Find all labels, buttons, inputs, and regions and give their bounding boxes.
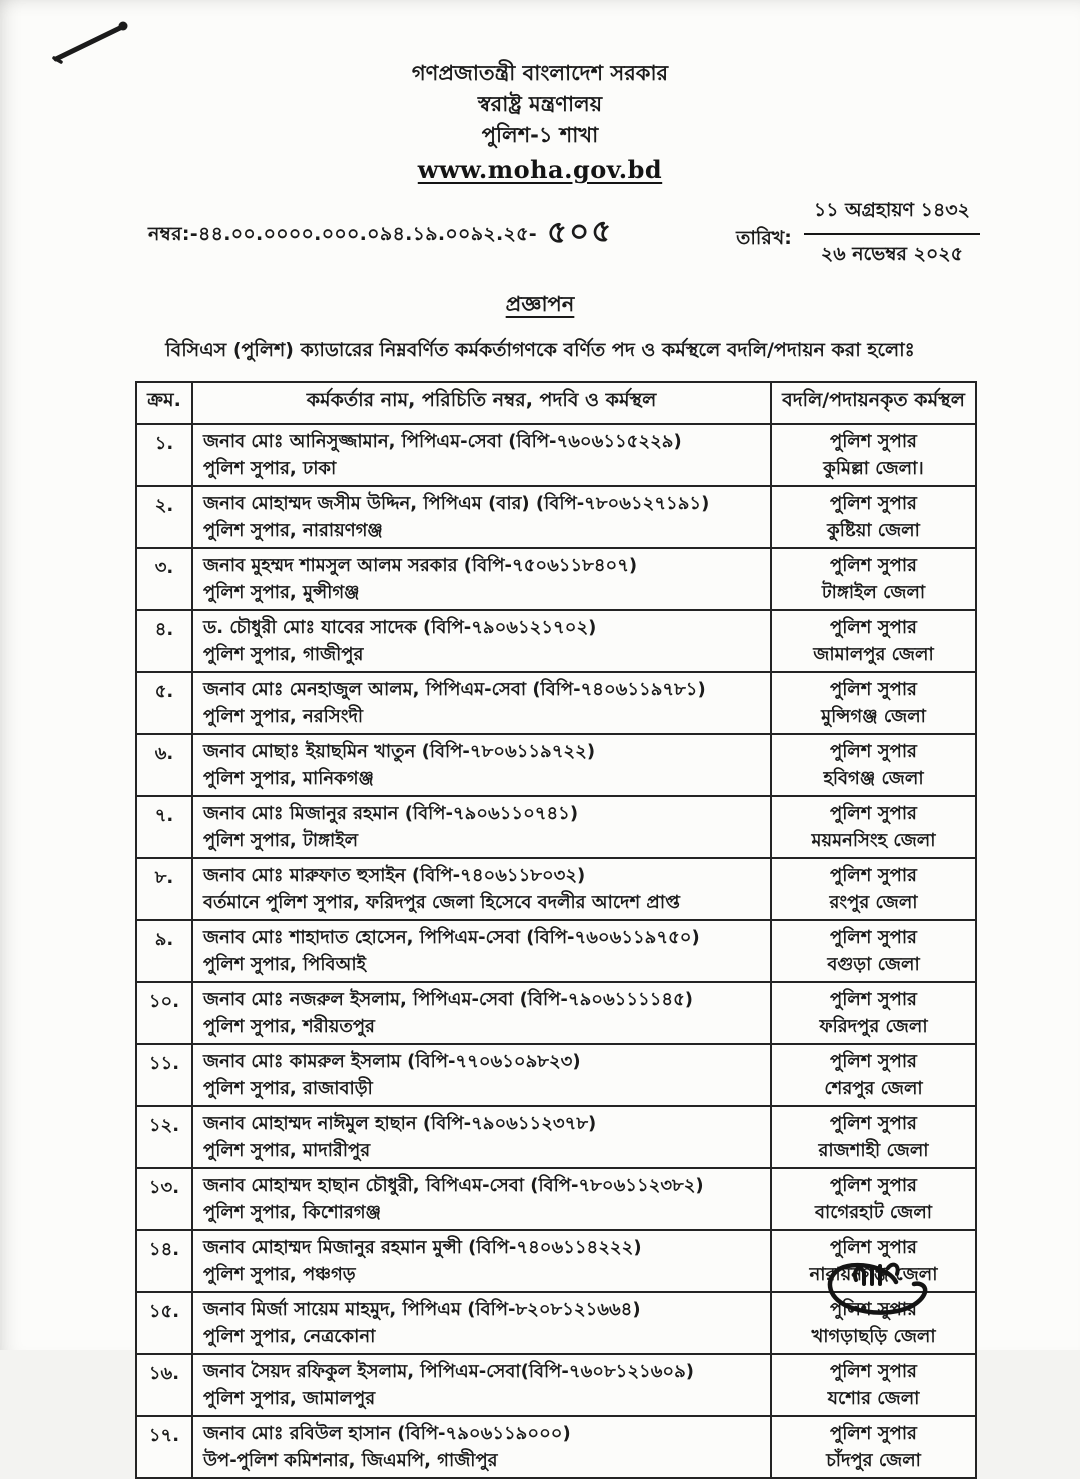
new-post-title: পুলিশ সুপার — [830, 1237, 917, 1258]
new-post-district: মুন্সিগঞ্জ জেলা — [821, 706, 926, 727]
officer-name-line: জনাব মোহাম্মদ নাঈমুল হাছান (বিপি-৭৯০৬১১২৩৭৮) — [203, 1113, 597, 1134]
new-post-title: পুলিশ সুপার — [830, 927, 917, 948]
table-row — [136, 1168, 976, 1230]
new-post-title: পুলিশ সুপার — [830, 493, 917, 514]
officer-name-line: জনাব মোহাম্মদ হাছান চৌধুরী, বিপিএম-সেবা (বিপি-৭৮০৬১১২৩৮২) — [203, 1175, 704, 1196]
new-post-district: টাঙ্গাইল জেলা — [821, 582, 926, 603]
table-row — [136, 920, 976, 982]
officer-current-post-line: পুলিশ সুপার, ঢাকা — [203, 458, 337, 479]
table-row — [136, 486, 976, 548]
pen-tick-mark — [42, 8, 142, 70]
row-officer — [192, 734, 771, 796]
new-post-title: পুলিশ সুপার — [830, 989, 917, 1010]
table-row — [136, 1106, 976, 1168]
new-post-title: পুলিশ সুপার — [830, 865, 917, 886]
row-new-posting — [771, 796, 976, 858]
officer-name-line: জনাব মোঃ শাহাদাত হোসেন, পিপিএম-সেবা (বিপি-৭৬০৬১১৯৭৫০) — [203, 927, 700, 948]
table-header-row — [136, 382, 976, 424]
date-bangla: ১১ অগ্রহায়ণ ১৪৩২ — [804, 194, 980, 235]
row-new-posting — [771, 672, 976, 734]
table-row — [136, 734, 976, 796]
header-serial: ক্রম. — [136, 382, 192, 424]
new-post-district: রাজশাহী জেলা — [818, 1140, 929, 1161]
officer-name-line: জনাব সৈয়দ রফিকুল ইসলাম, পিপিএম-সেবা(বিপি-৭৬০৮১২১৬০৯) — [203, 1361, 695, 1382]
row-serial: ৫. — [136, 672, 192, 734]
officer-current-post-line: পুলিশ সুপার, গাজীপুর — [203, 644, 364, 665]
officer-name-line: জনাব মোহাম্মদ জসীম উদ্দিন, পিপিএম (বার) (বিপি-৭৮০৬১২৭১৯১) — [203, 493, 710, 514]
row-officer — [192, 796, 771, 858]
date-gregorian: ২৬ নভেম্বর ২০২৫ — [820, 243, 963, 265]
row-serial: ১৫. — [136, 1292, 192, 1354]
new-post-title: পুলিশ সুপার — [830, 431, 917, 452]
officer-current-post-line: পুলিশ সুপার, রাজাবাড়ী — [203, 1078, 373, 1099]
officer-name-line: জনাব মোঃ মেনহাজুল আলম, পিপিএম-সেবা (বিপি-৭৪০৬১১৯৭৮১) — [203, 679, 706, 700]
row-new-posting — [771, 920, 976, 982]
row-officer — [192, 610, 771, 672]
row-new-posting — [771, 486, 976, 548]
row-serial: ৭. — [136, 796, 192, 858]
row-new-posting — [771, 734, 976, 796]
reference-row — [0, 184, 1080, 272]
row-officer — [192, 920, 771, 982]
table-row — [136, 858, 976, 920]
row-officer — [192, 548, 771, 610]
row-new-posting — [771, 1354, 976, 1416]
new-post-title: পুলিশ সুপার — [830, 1113, 917, 1134]
officer-current-post-line: পুলিশ সুপার, পঞ্চগড় — [203, 1264, 356, 1285]
officer-name-line: জনাব মোহাম্মদ মিজানুর রহমান মুন্সী (বিপি-৭৪০৬১১৪২২২) — [203, 1237, 642, 1258]
officer-name-line: জনাব মোঃ কামরুল ইসলাম (বিপি-৭৭০৬১০৯৮২৩) — [203, 1051, 581, 1072]
new-post-district: বগুড়া জেলা — [827, 954, 920, 975]
officer-current-post-line: পুলিশ সুপার, মানিকগঞ্জ — [203, 768, 374, 789]
header-officer: কর্মকর্তার নাম, পরিচিতি নম্বর, পদবি ও কর্মস্থল — [192, 382, 771, 424]
date-label: তারিখ: — [736, 227, 792, 249]
website-text: www.moha.gov.bd — [417, 155, 663, 184]
date-block — [736, 194, 980, 272]
new-post-district: রংপুর জেলা — [829, 892, 918, 913]
officer-name-line: জনাব মোঃ নজরুল ইসলাম, পিপিএম-সেবা (বিপি-৭৯০৬১১১১৪৫) — [203, 989, 693, 1010]
row-serial: ১৭. — [136, 1416, 192, 1478]
notice-title: প্রজ্ঞাপন — [505, 292, 575, 316]
new-post-title: পুলিশ সুপার — [830, 617, 917, 638]
row-serial: ২. — [136, 486, 192, 548]
memo-number-handwritten: ৫০৫ — [546, 213, 614, 251]
new-post-district: বাগেরহাট জেলা — [815, 1202, 932, 1223]
new-post-district: ময়মনসিংহ জেলা — [811, 830, 936, 851]
table-row — [136, 982, 976, 1044]
government-name: গণপ্রজাতন্ত্রী বাংলাদেশ সরকার — [411, 61, 669, 85]
new-post-district: কুমিল্লা জেলা। — [823, 458, 924, 479]
new-post-title: পুলিশ সুপার — [830, 1361, 917, 1382]
row-officer — [192, 1044, 771, 1106]
officer-current-post-line: পুলিশ সুপার, নরসিংদী — [203, 706, 364, 727]
row-new-posting — [771, 1168, 976, 1230]
table-row — [136, 548, 976, 610]
table-row — [136, 1416, 976, 1478]
row-new-posting — [771, 610, 976, 672]
row-serial: ১০. — [136, 982, 192, 1044]
row-new-posting — [771, 1106, 976, 1168]
new-post-district: হবিগঞ্জ জেলা — [823, 768, 924, 789]
row-serial: ৩. — [136, 548, 192, 610]
new-post-district: শেরপুর জেলা — [824, 1078, 923, 1099]
ministry-name: স্বরাষ্ট্র মন্ত্রণালয় — [477, 92, 603, 116]
new-post-title: পুলিশ সুপার — [830, 1423, 917, 1444]
new-post-district: ফরিদপুর জেলা — [819, 1016, 928, 1037]
new-post-title: পুলিশ সুপার — [830, 555, 917, 576]
row-officer — [192, 1168, 771, 1230]
table-row — [136, 1044, 976, 1106]
table-row — [136, 672, 976, 734]
row-officer — [192, 982, 771, 1044]
officer-current-post-line: পুলিশ সুপার, জামালপুর — [203, 1388, 376, 1409]
row-new-posting — [771, 1416, 976, 1478]
table-row — [136, 1354, 976, 1416]
row-officer — [192, 424, 771, 486]
officer-name-line: জনাব মোঃ আনিসুজ্জামান, পিপিএম-সেবা (বিপি-৭৬০৬১১৫২২৯) — [203, 431, 682, 452]
new-post-district: জামালপুর জেলা — [813, 644, 934, 665]
officer-current-post-line: পুলিশ সুপার, শরীয়তপুর — [203, 1016, 375, 1037]
row-serial: ৬. — [136, 734, 192, 796]
officer-current-post-line: পুলিশ সুপার, মাদারীপুর — [203, 1140, 371, 1161]
officer-current-post-line: পুলিশ সুপার, নারায়ণগঞ্জ — [203, 520, 383, 541]
row-officer — [192, 672, 771, 734]
branch-name: পুলিশ-১ শাখা — [481, 123, 599, 147]
new-post-title: পুলিশ সুপার — [830, 1051, 917, 1072]
row-officer — [192, 1106, 771, 1168]
officer-name-line: জনাব মোঃ মারুফাত হুসাইন (বিপি-৭৪০৬১১৮০৩২) — [203, 865, 586, 886]
officer-current-post-line: পুলিশ সুপার, টাঙ্গাইল — [203, 830, 358, 851]
intro-text: বিসিএস (পুলিশ) ক্যাডারের নিম্নবর্ণিত কর্মকর্তাগণকে বর্ণিত পদ ও কর্মস্থলে বদলি/পদায়ন করা হলোঃ — [165, 339, 915, 361]
row-serial: ১২. — [136, 1106, 192, 1168]
row-officer — [192, 486, 771, 548]
row-officer — [192, 1292, 771, 1354]
row-new-posting — [771, 424, 976, 486]
new-post-district: কুষ্টিয়া জেলা — [827, 520, 920, 541]
new-post-title: পুলিশ সুপার — [830, 741, 917, 762]
new-post-title: পুলিশ সুপার — [830, 1175, 917, 1196]
document-header — [0, 0, 1080, 184]
officer-name-line: জনাব মুহম্মদ শামসুল আলম সরকার (বিপি-৭৫০৬১১৮৪০৭) — [203, 555, 638, 576]
row-serial: ১৩. — [136, 1168, 192, 1230]
row-officer — [192, 1416, 771, 1478]
row-officer — [192, 1230, 771, 1292]
new-post-district: নারায়নগঞ্জ জেলা — [809, 1264, 938, 1285]
memo-number — [148, 194, 613, 258]
officer-name-line: ড. চৌধুরী মোঃ যাবের সাদেক (বিপি-৭৯০৬১২১৭০২) — [203, 617, 597, 638]
row-serial: ৪. — [136, 610, 192, 672]
date-values — [804, 194, 980, 272]
new-post-district: যশোর জেলা — [827, 1388, 920, 1409]
officer-current-post-line: পুলিশ সুপার, মুন্সীগঞ্জ — [203, 582, 360, 603]
officer-current-post-line: বর্তমানে পুলিশ সুপার, ফরিদপুর জেলা হিসেবে বদলীর আদেশ প্রাপ্ত — [203, 892, 680, 913]
officer-name-line: জনাব মোঃ রবিউল হাসান (বিপি-৭৯০৬১১৯০০০) — [203, 1423, 571, 1444]
row-serial: ১৬. — [136, 1354, 192, 1416]
row-new-posting — [771, 982, 976, 1044]
row-new-posting — [771, 858, 976, 920]
row-new-posting — [771, 1044, 976, 1106]
row-serial: ১১. — [136, 1044, 192, 1106]
header-new-posting: বদলি/পদায়নকৃত কর্মস্থল — [771, 382, 976, 424]
row-serial: ১৪. — [136, 1230, 192, 1292]
officer-current-post-line: উপ-পুলিশ কমিশনার, জিএমপি, গাজীপুর — [203, 1450, 498, 1471]
row-officer — [192, 858, 771, 920]
officer-name-line: জনাব মির্জা সায়েম মাহমুদ, পিপিএম (বিপি-৮২০৮১২১৬৬৪) — [203, 1299, 641, 1320]
new-post-district: খাগড়াছড়ি জেলা — [811, 1326, 936, 1347]
row-serial: ৯. — [136, 920, 192, 982]
new-post-title: পুলিশ সুপার — [830, 679, 917, 700]
new-post-title: পুলিশ সুপার — [830, 1299, 917, 1320]
memo-number-printed: নম্বর:-৪৪.০০.০০০০.০০০.০৯৪.১৯.০০৯২.২৫- — [148, 223, 537, 245]
row-serial: ৮. — [136, 858, 192, 920]
officer-current-post-line: পুলিশ সুপার, নেত্রকোনা — [203, 1326, 376, 1347]
officer-name-line: জনাব মোঃ মিজানুর রহমান (বিপি-৭৯০৬১১০৭৪১) — [203, 803, 579, 824]
row-new-posting — [771, 548, 976, 610]
row-serial: ১. — [136, 424, 192, 486]
signature-scribble — [800, 1256, 970, 1336]
officer-name-line: জনাব মোছাঃ ইয়াছমিন খাতুন (বিপি-৭৮০৬১১৯৭২২) — [203, 741, 596, 762]
table-row — [136, 796, 976, 858]
row-officer — [192, 1354, 771, 1416]
table-row — [136, 610, 976, 672]
table-row — [136, 424, 976, 486]
new-post-district: চাঁদপুর জেলা — [826, 1450, 921, 1471]
officer-current-post-line: পুলিশ সুপার, পিবিআই — [203, 954, 366, 975]
new-post-title: পুলিশ সুপার — [830, 803, 917, 824]
officer-current-post-line: পুলিশ সুপার, কিশোরগঞ্জ — [203, 1202, 381, 1223]
